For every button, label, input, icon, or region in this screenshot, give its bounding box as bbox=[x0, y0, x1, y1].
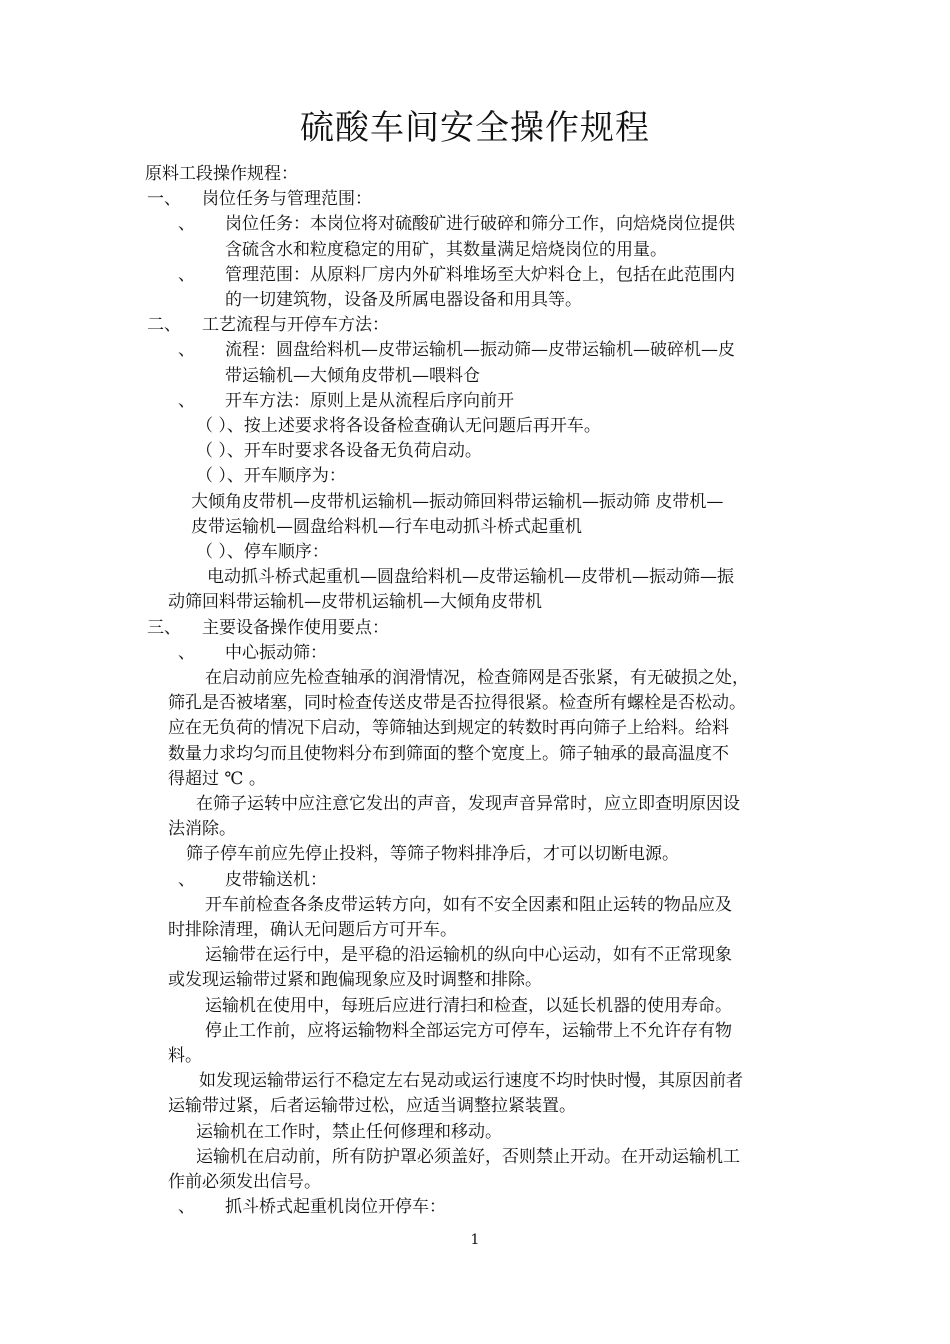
text-line: 运输机在工作时，禁止任何修理和移动。 bbox=[196, 1122, 502, 1142]
text-line: 运输带在运行中，是平稳的沿运输机的纵向中心运动，如有不正常现象 bbox=[205, 945, 732, 965]
text-line: 在筛子运转中应注意它发出的声音，发现声音异常时，应立即查明原因设 bbox=[196, 794, 740, 814]
text-line: 法消除。 bbox=[168, 819, 236, 839]
text-line: 停止工作前，应将运输物料全部运完方可停车，运输带上不允许存有物 bbox=[205, 1021, 732, 1041]
text-line: 料。 bbox=[168, 1046, 202, 1066]
text-line: 中心振动筛： bbox=[225, 643, 327, 663]
text-line: （ ）、按上述要求将各设备检查确认无问题后再开车。 bbox=[196, 416, 601, 436]
page-number: 1 bbox=[470, 1232, 480, 1248]
section-number: 、 bbox=[178, 340, 195, 360]
text-line: 工艺流程与开停车方法： bbox=[202, 315, 389, 335]
page-title: 硫酸车间安全操作规程 bbox=[300, 108, 650, 148]
text-line: 或发现运输带过紧和跑偏现象应及时调整和排除。 bbox=[168, 970, 542, 990]
section-number: 、 bbox=[178, 1197, 195, 1217]
text-line: 主要设备操作使用要点： bbox=[202, 618, 389, 638]
text-line: 运输机在启动前，所有防护罩必须盖好，否则禁止开动。在开动运输机工 bbox=[196, 1147, 740, 1167]
text-line: 在启动前应先检查轴承的润滑情况，检查筛网是否张紧，有无破损之处， bbox=[205, 668, 749, 688]
text-line: 流程：圆盘给料机—皮带运输机—振动筛—皮带运输机—破碎机—皮 bbox=[225, 340, 735, 360]
text-line: 作前必须发出信号。 bbox=[168, 1172, 321, 1192]
section-number: 、 bbox=[178, 214, 195, 234]
text-line: 时排除清理，确认无问题后方可开车。 bbox=[168, 920, 457, 940]
text-line: 开车前检查各条皮带运转方向，如有不安全因素和阻止运转的物品应及 bbox=[205, 895, 732, 915]
text-line: 岗位任务：本岗位将对硫酸矿进行破碎和筛分工作，向焙烧岗位提供 bbox=[225, 214, 735, 234]
text-line: 原料工段操作规程： bbox=[145, 164, 298, 184]
text-line: （ ）、开车顺序为： bbox=[196, 466, 346, 486]
text-line: 管理范围：从原料厂房内外矿料堆场至大炉料仓上，包括在此范围内 bbox=[225, 265, 735, 285]
text-line: 动筛回料带运输机—皮带机运输机—大倾角皮带机 bbox=[168, 592, 542, 612]
text-line: 应在无负荷的情况下启动，等筛轴达到规定的转数时再向筛子上给料。给料 bbox=[168, 718, 729, 738]
text-line: 含硫含水和粒度稳定的用矿，其数量满足焙烧岗位的用量。 bbox=[225, 240, 667, 260]
text-line: 得超过 ℃ 。 bbox=[168, 769, 266, 789]
text-line: 如发现运输带运行不稳定左右晃动或运行速度不均时快时慢，其原因前者 bbox=[199, 1071, 743, 1091]
section-number: 、 bbox=[178, 265, 195, 285]
section-number: 、 bbox=[178, 391, 195, 411]
section-number: 三、 bbox=[147, 618, 181, 638]
text-line: 的一切建筑物，设备及所属电器设备和用具等。 bbox=[225, 290, 582, 310]
text-line: 抓斗桥式起重机岗位开停车： bbox=[225, 1197, 446, 1217]
text-line: 数量力求均匀而且使物料分布到筛面的整个宽度上。筛子轴承的最高温度不 bbox=[168, 744, 729, 764]
text-line: 筛子停车前应先停止投料，等筛子物料排净后，才可以切断电源。 bbox=[186, 844, 679, 864]
text-line: 大倾角皮带机—皮带机运输机—振动筛回料带运输机—振动筛 皮带机— bbox=[191, 492, 724, 512]
text-line: 筛孔是否被堵塞，同时检查传送皮带是否拉得很紧。检查所有螺栓是否松动。 bbox=[168, 693, 746, 713]
section-number: 一、 bbox=[147, 189, 181, 209]
text-line: 开车方法：原则上是从流程后序向前开 bbox=[225, 391, 514, 411]
section-number: 、 bbox=[178, 870, 195, 890]
text-line: 运输带过紧，后者运输带过松，应适当调整拉紧装置。 bbox=[168, 1096, 576, 1116]
text-line: （ ）、开车时要求各设备无负荷启动。 bbox=[196, 441, 482, 461]
text-line: 带运输机—大倾角皮带机—喂料仓 bbox=[225, 366, 480, 386]
text-line: 岗位任务与管理范围： bbox=[202, 189, 372, 209]
section-number: 二、 bbox=[147, 315, 181, 335]
text-line: （ ）、停车顺序： bbox=[196, 542, 329, 562]
text-line: 皮带运输机—圆盘给料机—行车电动抓斗桥式起重机 bbox=[191, 517, 582, 537]
text-line: 电动抓斗桥式起重机—圆盘给料机—皮带运输机—皮带机—振动筛—振 bbox=[207, 567, 734, 587]
text-line: 运输机在使用中，每班后应进行清扫和检查，以延长机器的使用寿命。 bbox=[205, 996, 732, 1016]
section-number: 、 bbox=[178, 643, 195, 663]
text-line: 皮带输送机： bbox=[225, 870, 327, 890]
